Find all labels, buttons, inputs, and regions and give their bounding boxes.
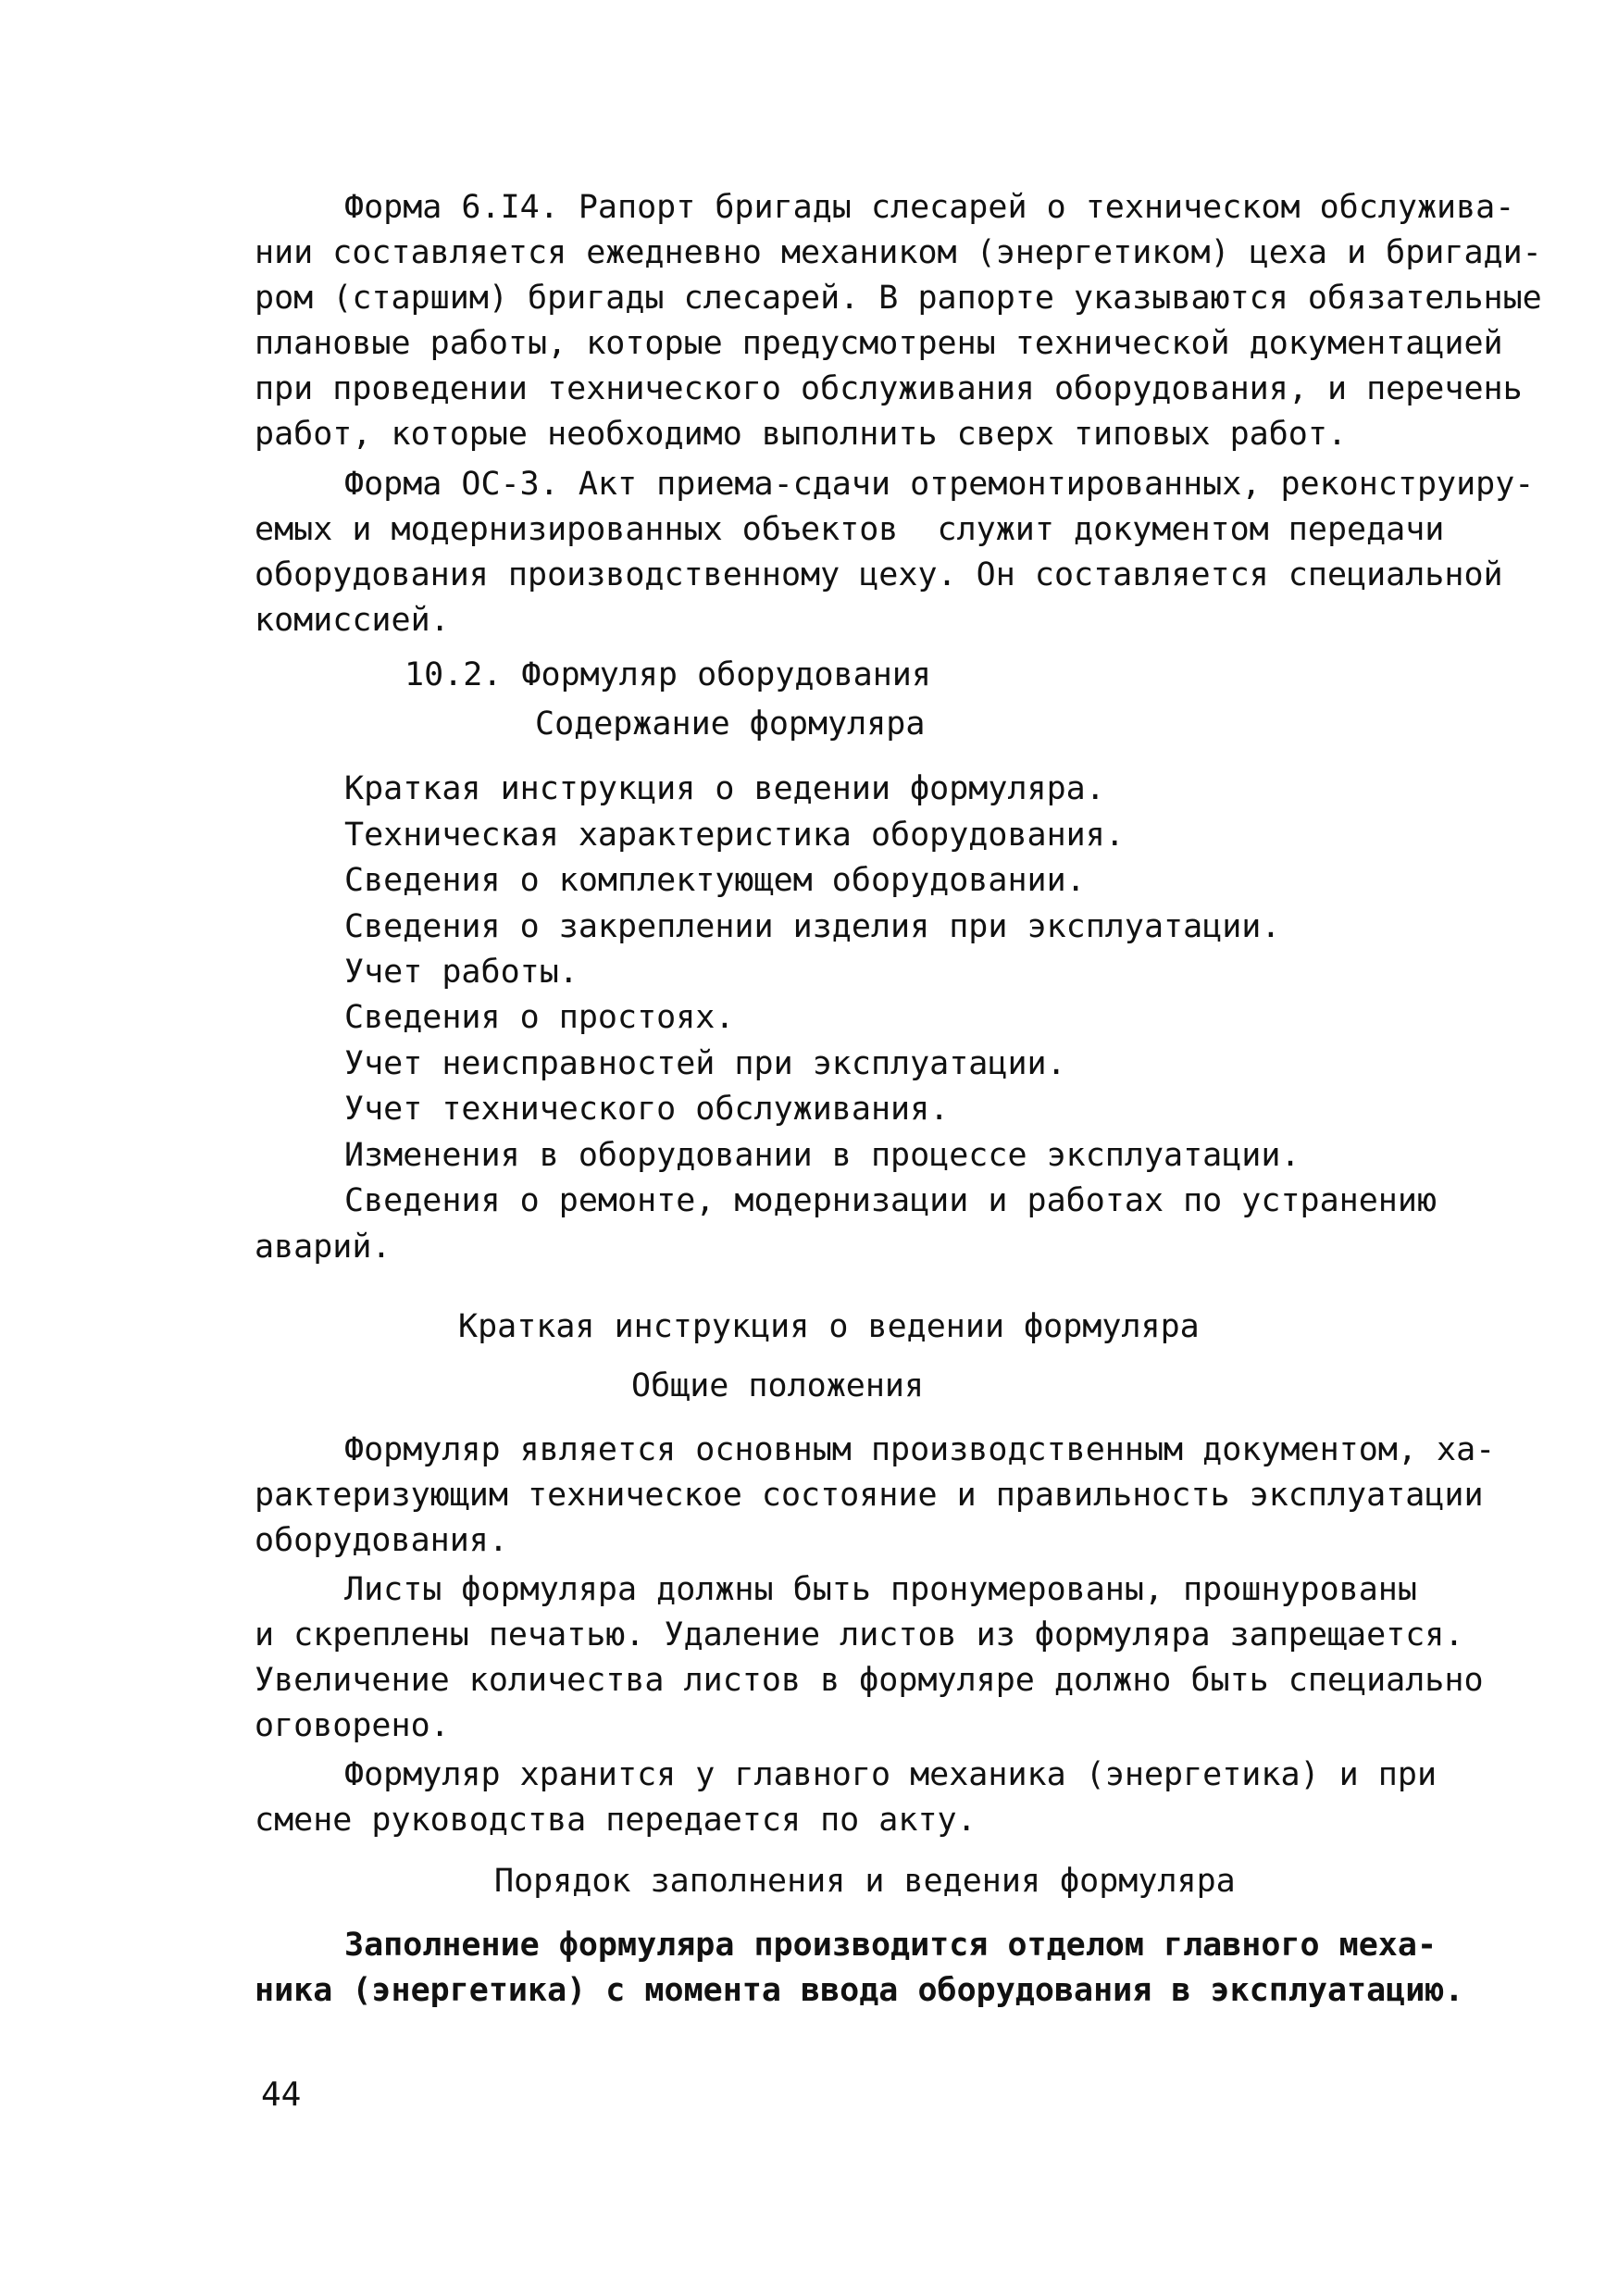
instruction-heading: Краткая инструкция о ведении формуляра	[458, 1308, 1200, 1345]
form-6-14-line-3: ром (старшим) бригады слесарей. В рапорте указываются обязательные	[255, 280, 1542, 317]
order-heading: Порядок заполнения и ведения формуляра	[494, 1863, 1236, 1900]
form-os-3-line-1: Форма ОС-3. Акт приема-сдачи отремонтированных, реконструиру-	[344, 466, 1535, 503]
contents-item: Учет технического обслуживания.	[344, 1091, 950, 1128]
form-os-3-line-3: оборудования производственному цеху. Он составляется специальной	[255, 556, 1503, 593]
order-line: Заполнение формуляра производится отделом главного меха-	[344, 1927, 1438, 1964]
general-line: Формуляр является основным производственным документом, ха-	[344, 1431, 1496, 1468]
contents-item: Учет работы.	[344, 954, 579, 991]
contents-item: Изменения в оборудовании в процессе эксплуатации.	[344, 1137, 1301, 1174]
contents-item: аварий.	[255, 1229, 392, 1266]
general-line: Формуляр хранится у главного механика (энергетика) и при	[344, 1756, 1438, 1793]
general-line: оборудования.	[255, 1522, 508, 1559]
form-6-14-line-6: работ, которые необходимо выполнить сверх типовых работ.	[255, 416, 1348, 453]
contents-item: Сведения о комплектующем оборудовании.	[344, 862, 1086, 899]
page-number: 44	[261, 2076, 302, 2114]
general-line: смене руководства передается по акту.	[255, 1802, 977, 1839]
general-line: Увеличение количества листов в формуляре должно быть специально	[255, 1662, 1484, 1699]
contents-heading: Содержание формуляра	[535, 705, 926, 742]
form-os-3-line-4: комиссией.	[255, 602, 450, 639]
section-heading: 10.2. Формуляр оборудования	[404, 656, 931, 693]
form-6-14-line-4: плановые работы, которые предусмотрены технической документацией	[255, 325, 1503, 362]
form-os-3-line-2: емых и модернизированных объектов служит документом передачи	[255, 511, 1445, 548]
contents-item: Краткая инструкция о ведении формуляра.	[344, 770, 1105, 807]
contents-item: Техническая характеристика оборудования.	[344, 817, 1125, 854]
general-line: и скреплены печатью. Удаление листов из формуляра запрещается.	[255, 1616, 1464, 1653]
order-line: ника (энергетика) с момента ввода оборудования в эксплуатацию.	[255, 1972, 1464, 2009]
general-line: оговорено.	[255, 1707, 450, 1744]
general-provisions-heading: Общие положения	[631, 1367, 925, 1404]
contents-item: Сведения о простоях.	[344, 999, 735, 1036]
contents-item: Сведения о ремонте, модернизации и работах по устранению	[344, 1182, 1438, 1219]
general-line: Листы формуляра должны быть пронумерованы, прошнурованы	[344, 1571, 1417, 1608]
general-line: рактеризующим техническое состояние и правильность эксплуатации	[255, 1477, 1484, 1514]
form-6-14-line-1: Форма 6.I4. Рапорт бригады слесарей о техническом обслужива-	[344, 189, 1515, 226]
contents-item: Сведения о закреплении изделия при эксплуатации.	[344, 908, 1281, 945]
form-6-14-line-2: нии составляется ежедневно механиком (энергетиком) цеха и бригади-	[255, 234, 1542, 271]
form-6-14-line-5: при проведении технического обслуживания оборудования, и перечень	[255, 370, 1523, 407]
contents-item: Учет неисправностей при эксплуатации.	[344, 1045, 1066, 1082]
